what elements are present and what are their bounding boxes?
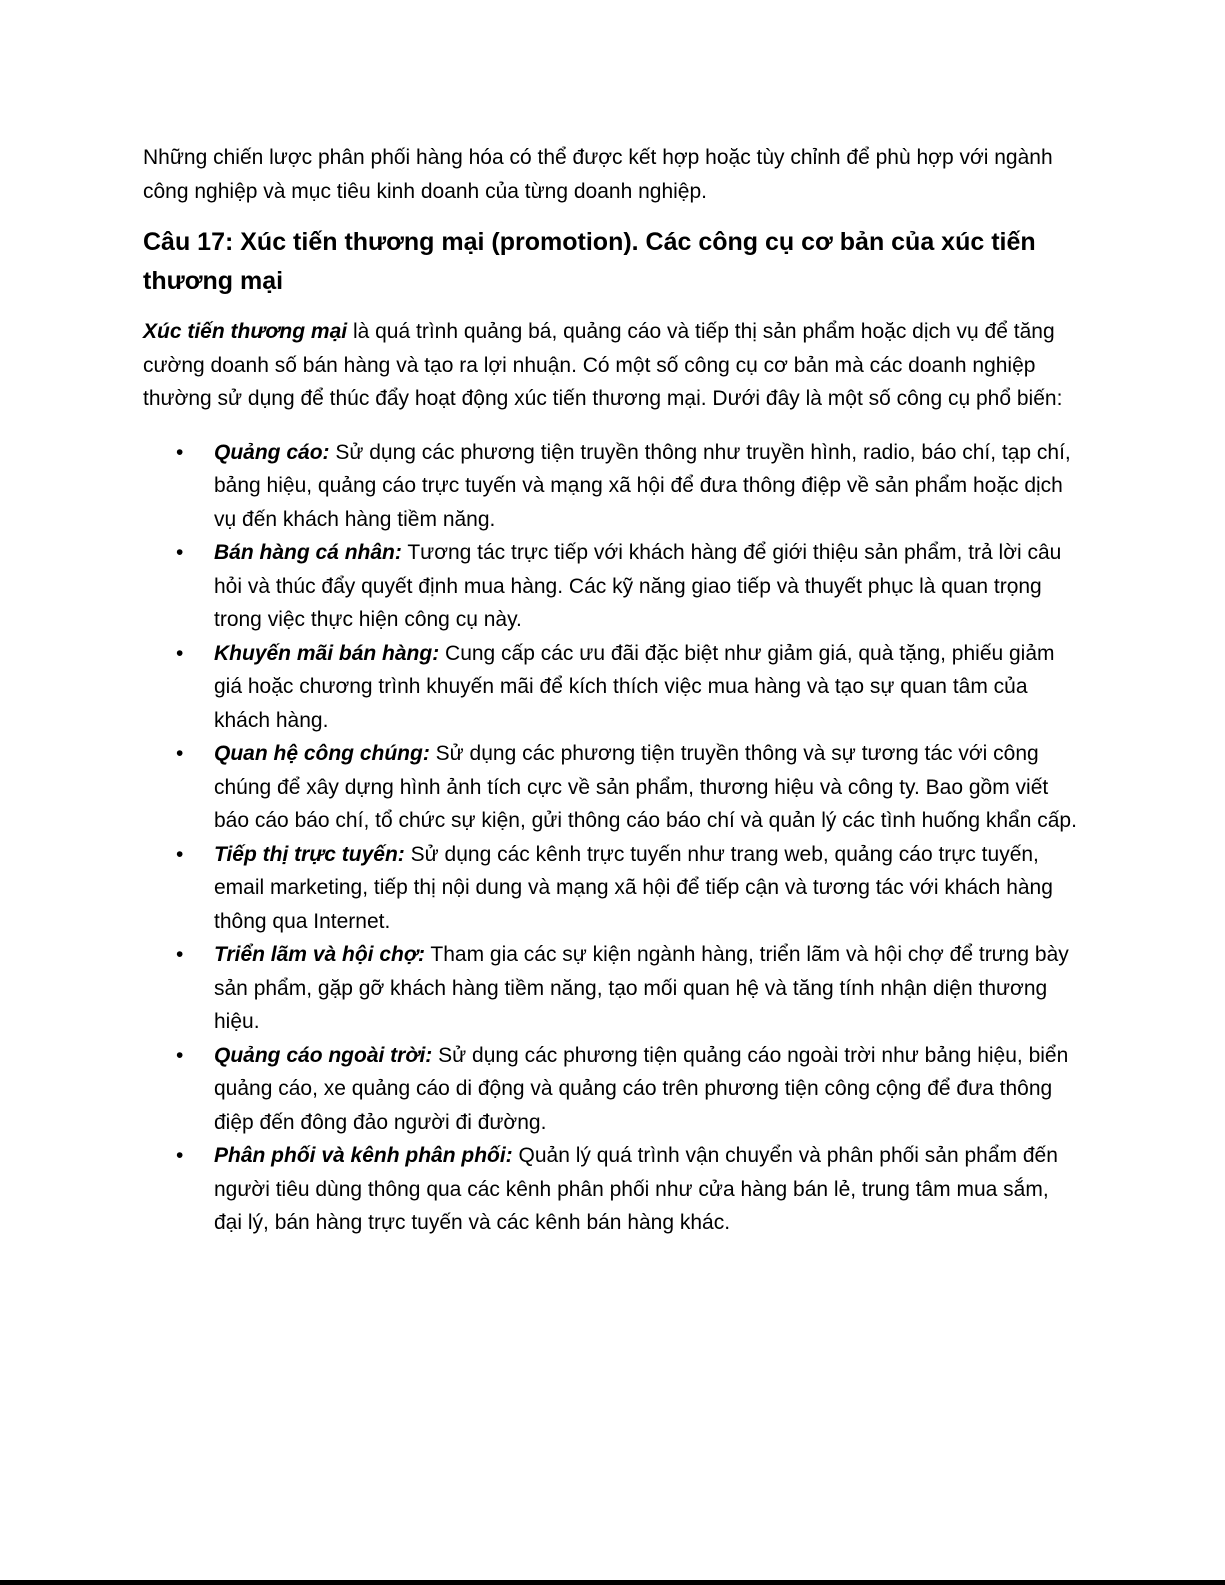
- list-item: [143, 1039, 1078, 1140]
- bullet-icon: •: [176, 842, 184, 866]
- tool-term: Tiếp thị trực tuyến:: [214, 842, 405, 866]
- tool-description: Quản lý quá trình vận chuyển và phân phối sản phẩm đến người tiêu dùng thông qua các kênh phân phối như cửa hàng bán lẻ, trung tâm mua sắm, đại lý, bán hàng trực tuyến và các kênh bán hàng khác.: [214, 1144, 1058, 1234]
- tool-description: Sử dụng các phương tiện quảng cáo ngoài trời như bảng hiệu, biển quảng cáo, xe quảng cáo di động và quảng cáo trên phương tiện công cộng để đưa thông điệp đến đông đảo người đi đường.: [214, 1043, 1069, 1134]
- bullet-icon: •: [176, 742, 184, 765]
- list-item: [143, 436, 1078, 537]
- tool-description: Tương tác trực tiếp với khách hàng để giới thiệu sản phẩm, trả lời câu hỏi và thúc đẩy quyết định mua hàng. Các kỹ năng giao tiếp và thuyết phục là quan trọng trong việc thực hiện công cụ này.: [214, 541, 1062, 631]
- tool-term: Quảng cáo ngoài trời:: [214, 1043, 433, 1067]
- bullet-icon: •: [176, 1144, 184, 1167]
- tool-description: Tham gia các sự kiện ngành hàng, triển lãm và hội chợ để trưng bày sản phẩm, gặp gỡ khách hàng tiềm năng, tạo mối quan hệ và tăng tính nhận diện thương hiệu.: [214, 943, 1069, 1033]
- bullet-icon: •: [176, 1043, 184, 1067]
- intro-paragraph: Những chiến lược phân phối hàng hóa có thể được kết hợp hoặc tùy chỉnh để phù hợp với ngành công nghiệp và mục tiêu kinh doanh của từng doanh nghiệp.: [143, 146, 1053, 203]
- section-heading: Câu 17: Xúc tiến thương mại (promotion). Các công cụ cơ bản của xúc tiến thương mại: [143, 228, 1036, 295]
- list-item: [143, 637, 1078, 738]
- document-body: [143, 141, 1078, 1240]
- list-item: [143, 938, 1078, 1039]
- definition-paragraph: [143, 315, 1078, 416]
- bullet-icon: •: [176, 541, 184, 564]
- tool-description: Sử dụng các kênh trực tuyến như trang web, quảng cáo trực tuyến, email marketing, tiếp thị nội dung và mạng xã hội để tiếp cận và tương tác với khách hàng thông qua Internet.: [214, 842, 1053, 933]
- tool-term: Triển lãm và hội chợ:: [214, 943, 425, 966]
- list-item: [143, 536, 1078, 637]
- tool-term: Quan hệ công chúng:: [214, 742, 430, 765]
- list-item: [143, 737, 1078, 838]
- list-item: [143, 838, 1078, 939]
- page-bottom-border: [0, 1580, 1225, 1585]
- bullet-icon: •: [176, 943, 184, 966]
- tool-description: Cung cấp các ưu đãi đặc biệt như giảm giá, quà tặng, phiếu giảm giá hoặc chương trình khuyến mãi để kích thích việc mua hàng và tạo sự quan tâm của khách hàng.: [214, 641, 1055, 732]
- tool-term: Phân phối và kênh phân phối:: [214, 1144, 513, 1167]
- tool-description: Sử dụng các phương tiện truyền thông và sự tương tác với công chúng để xây dựng hình ảnh tích cực về sản phẩm, thương hiệu và công ty. Bao gồm viết báo cáo báo chí, tổ chức sự kiện, gửi thông cáo báo chí và quản lý các tình huống khẩn cấp.: [214, 742, 1077, 832]
- tool-term: Bán hàng cá nhân:: [214, 541, 402, 564]
- definition-term: Xúc tiến thương mại: [143, 320, 348, 343]
- promotion-tools-list: [143, 436, 1078, 1240]
- bullet-icon: •: [176, 440, 184, 464]
- tool-term: Quảng cáo:: [214, 440, 330, 464]
- list-item: [143, 1139, 1078, 1240]
- bullet-icon: •: [176, 641, 184, 665]
- tool-term: Khuyến mãi bán hàng:: [214, 641, 440, 665]
- definition-text: là quá trình quảng bá, quảng cáo và tiếp thị sản phẩm hoặc dịch vụ để tăng cường doanh số bán hàng và tạo ra lợi nhuận. Có một số công cụ cơ bản mà các doanh nghiệp thường sử dụng để thúc đẩy hoạt động xúc tiến thương mại. Dưới đây là một số công cụ phổ biến:: [143, 320, 1063, 410]
- tool-description: Sử dụng các phương tiện truyền thông như truyền hình, radio, báo chí, tạp chí, bảng hiệu, quảng cáo trực tuyến và mạng xã hội để đưa thông điệp về sản phẩm hoặc dịch vụ đến khách hàng tiềm năng.: [214, 440, 1071, 531]
